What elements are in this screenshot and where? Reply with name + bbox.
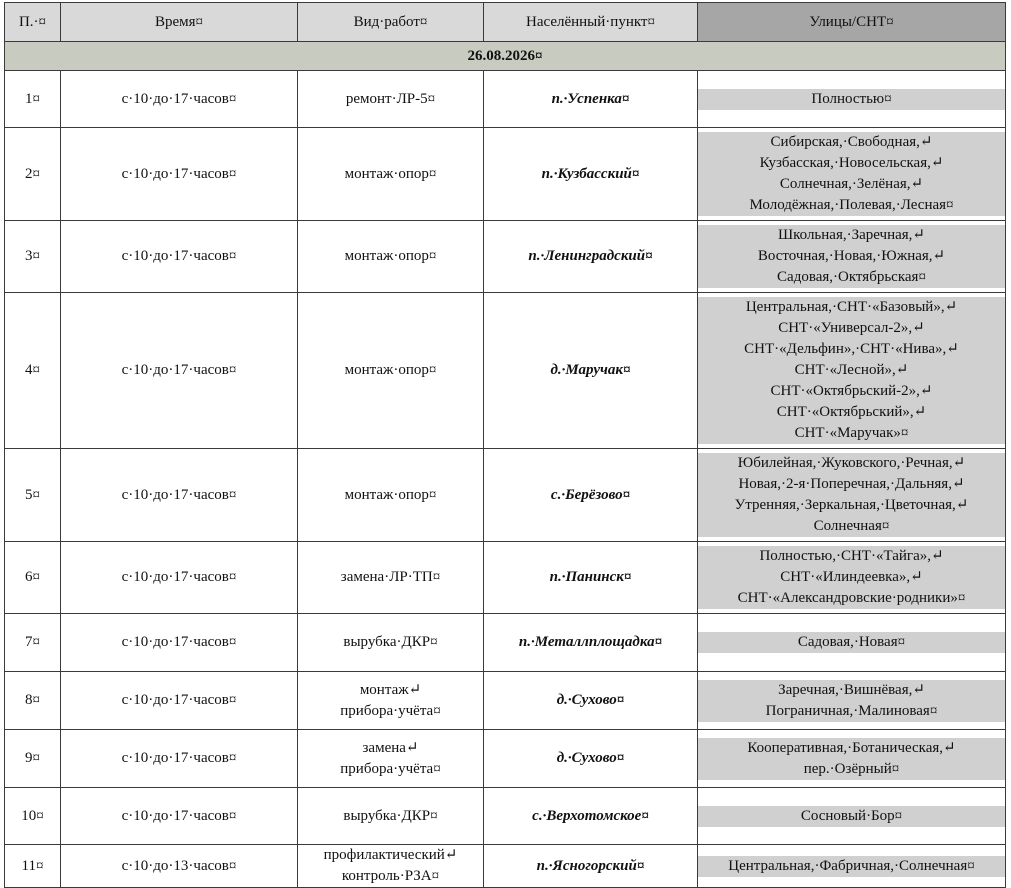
row-settlement: п.·Панинск¤ [484,542,698,614]
row-streets [698,449,1006,542]
row-settlement: с.·Верхотомское¤ [484,788,698,845]
streets-block [698,546,1005,609]
date-cell: 26.08.2026¤ [5,42,1006,71]
table-row [5,614,1006,672]
street-line: СНТ·«Октябрьский»,↵ [776,404,927,420]
row-time: с·10·до·17·часов¤ [61,542,298,614]
header-work: Вид·работ¤ [298,3,484,42]
work-line: профилактический↵ [323,847,458,863]
row-number: 1¤ [5,71,61,128]
row-work-type [298,542,484,614]
row-time: с·10·до·17·часов¤ [61,221,298,293]
row-work-type [298,788,484,845]
street-line: Восточная,·Новая,·Южная,↵ [757,248,946,264]
table-row [5,221,1006,293]
row-number: 8¤ [5,672,61,730]
row-settlement: д.·Сухово¤ [484,730,698,788]
row-settlement: д.·Маручак¤ [484,293,698,449]
work-line: вырубка·ДКР¤ [343,807,438,824]
street-line: Сибирская,·Свободная,↵ [770,134,933,150]
street-line: СНТ·«Дельфин»,·СНТ·«Нива»,↵ [744,341,959,357]
work-line: контроль·РЗА¤ [341,868,440,884]
row-streets [698,128,1006,221]
row-number: 11¤ [5,845,61,888]
row-number: 3¤ [5,221,61,293]
row-work-type [298,672,484,730]
street-line: Солнечная¤ [813,518,890,534]
row-work-type [298,71,484,128]
work-line: монтаж·опор¤ [344,165,437,182]
table-row [5,293,1006,449]
row-streets [698,614,1006,672]
work-line: замена·ЛР·ТП¤ [340,569,441,585]
row-work-type [298,128,484,221]
streets-block [698,453,1005,537]
streets-block [698,738,1005,780]
table-row [5,449,1006,542]
street-line: Садовая,·Новая¤ [797,634,906,650]
row-time: с·10·до·17·часов¤ [61,293,298,449]
row-work-type [298,449,484,542]
streets-block [698,856,1005,877]
street-line: Центральная,·Фабричная,·Солнечная¤ [728,857,975,874]
street-line: Заречная,·Вишнёвая,↵ [778,681,925,698]
outage-schedule [4,2,1005,888]
row-settlement: п.·Ленинградский¤ [484,221,698,293]
street-line: Кооперативная,·Ботаническая,↵ [747,739,956,756]
row-work-type [298,614,484,672]
row-streets [698,221,1006,293]
date-row [5,42,1006,71]
street-line: Солнечная,·Зелёная,↵ [779,176,924,192]
streets-block [698,89,1005,110]
row-time: с·10·до·17·часов¤ [61,730,298,788]
street-line: Утренняя,·Зеркальная,·Цветочная,↵ [734,497,969,513]
streets-block [698,632,1005,653]
row-number: 5¤ [5,449,61,542]
street-line: СНТ·«Илиндеевка»,↵ [780,569,923,585]
header-num: П.·¤ [5,3,61,42]
row-settlement: п.·Кузбасский¤ [484,128,698,221]
streets-block [698,680,1005,722]
street-line: Центральная,·СНТ·«Базовый»,↵ [745,299,958,315]
work-line: прибора·учёта¤ [340,760,441,777]
row-settlement: п.·Успенка¤ [484,71,698,128]
table-row [5,845,1006,888]
row-time: с·10·до·17·часов¤ [61,71,298,128]
table-row [5,672,1006,730]
street-line: Пограничная,·Малиновая¤ [765,702,938,719]
street-line: Юбилейная,·Жуковского,·Речная,↵ [737,455,966,471]
streets-block [698,225,1005,288]
row-time: с·10·до·17·часов¤ [61,614,298,672]
work-line: замена↵ [362,739,419,756]
table-row [5,542,1006,614]
street-line: СНТ·«Александровские·родники»¤ [737,590,966,606]
table-row [5,730,1006,788]
streets-block [698,297,1005,444]
outage-table [4,2,1006,888]
work-line: ремонт·ЛР-5¤ [345,90,436,107]
row-settlement: д.·Сухово¤ [484,672,698,730]
row-work-type [298,293,484,449]
row-settlement: п.·Ясногорский¤ [484,845,698,888]
row-streets [698,845,1006,888]
row-number: 2¤ [5,128,61,221]
work-line: прибора·учёта¤ [340,702,441,719]
street-line: Кузбасская,·Новосельская,↵ [759,155,944,171]
table-row [5,128,1006,221]
row-time: с·10·до·17·часов¤ [61,788,298,845]
row-streets [698,293,1006,449]
row-number: 9¤ [5,730,61,788]
work-line: монтаж↵ [359,681,422,698]
header-time: Время¤ [61,3,298,42]
work-line: вырубка·ДКР¤ [343,634,438,650]
work-line: монтаж·опор¤ [344,248,437,264]
header-streets: Улицы/СНТ¤ [698,3,1006,42]
work-line: монтаж·опор¤ [344,486,437,503]
row-number: 4¤ [5,293,61,449]
row-streets [698,788,1006,845]
street-line: СНТ·«Октябрьский-2»,↵ [770,383,933,399]
row-time: с·10·до·17·часов¤ [61,449,298,542]
row-number: 7¤ [5,614,61,672]
row-streets [698,672,1006,730]
street-line: СНТ·«Лесной»,↵ [794,362,909,378]
header-row [5,3,1006,42]
row-time: с·10·до·17·часов¤ [61,128,298,221]
street-line: Новая,·2-я·Поперечная,·Дальняя,↵ [738,476,965,492]
row-streets [698,730,1006,788]
row-number: 6¤ [5,542,61,614]
row-settlement: с.·Берёзово¤ [484,449,698,542]
street-line: пер.·Озёрный¤ [803,760,900,777]
street-line: Полностью¤ [811,90,892,107]
row-work-type [298,221,484,293]
row-time: с·10·до·17·часов¤ [61,672,298,730]
streets-block [698,806,1005,827]
street-line: Садовая,·Октябрьская¤ [777,269,926,285]
street-line: СНТ·«Универсал-2»,↵ [778,320,925,336]
street-line: Школьная,·Заречная,↵ [777,227,926,243]
row-streets [698,71,1006,128]
row-streets [698,542,1006,614]
street-line: Сосновый·Бор¤ [800,807,903,824]
row-time: с·10·до·13·часов¤ [61,845,298,888]
row-work-type [298,845,484,888]
street-line: СНТ·«Маручак»¤ [794,425,909,441]
row-number: 10¤ [5,788,61,845]
streets-block [698,132,1005,216]
header-place: Населённый·пункт¤ [484,3,698,42]
row-work-type [298,730,484,788]
row-settlement: п.·Металлплощадка¤ [484,614,698,672]
table-body [5,71,1006,888]
table-row [5,71,1006,128]
street-line: Полностью,·СНТ·«Тайга»,↵ [759,548,944,564]
street-line: Молодёжная,·Полевая,·Лесная¤ [749,197,954,213]
work-line: монтаж·опор¤ [344,362,437,378]
table-row [5,788,1006,845]
